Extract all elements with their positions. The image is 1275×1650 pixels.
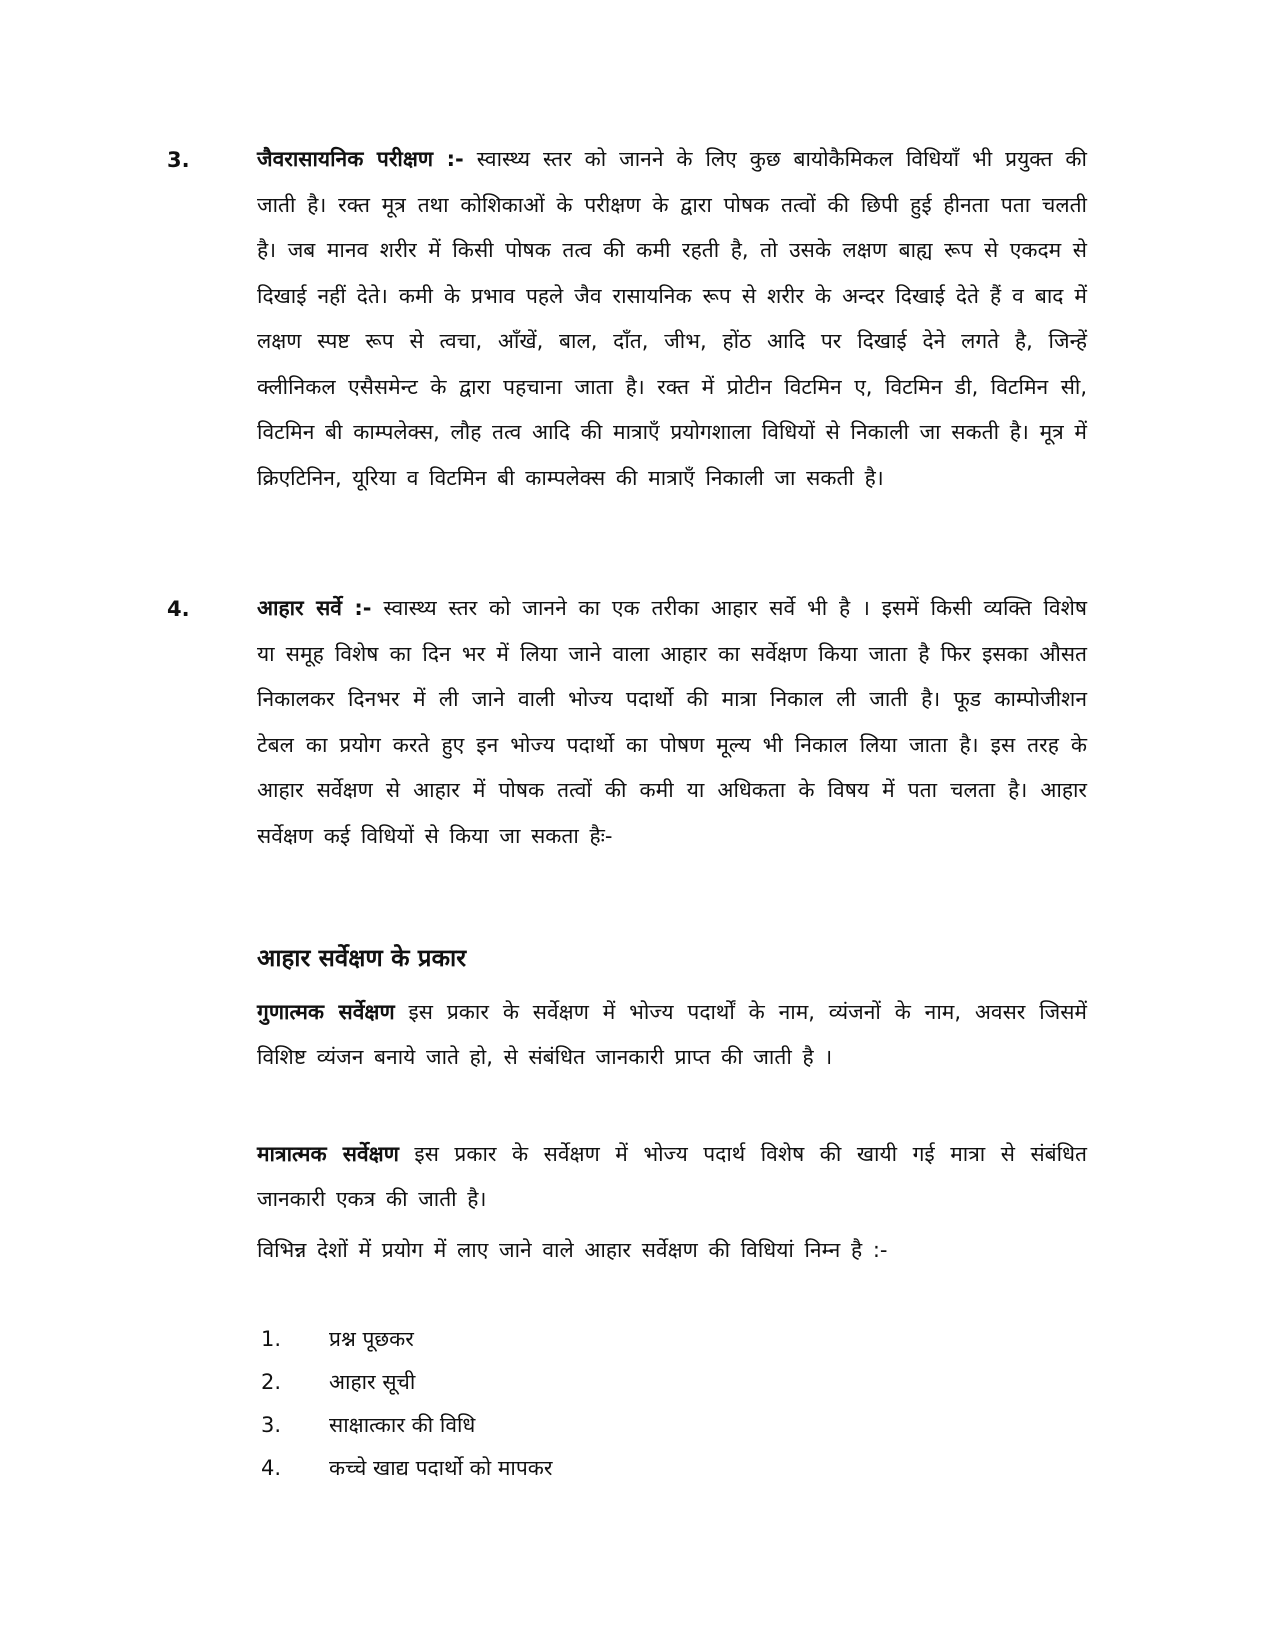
- quantitative-survey-paragraph: [257, 1132, 1087, 1222]
- section-number: 3.: [167, 148, 190, 172]
- section-body: स्वास्थ्य स्तर को जानने के लिए कुछ बायोकैमिकल विधियाँ भी प्रयुक्त की जाती है। रक्त मूत्र तथा कोशिकाओं के परीक्षण के द्वारा पोषक तत्वों की छिपी हुई हीनता पता चलती है। जब मानव शरीर में किसी पोषक तत्व की कमी रहती है, तो उसके लक्षण बाह्य रूप से एकदम से दिखाई नहीं देते। कमी के प्रभाव पहले जैव रासायनिक रूप से शरीर के अन्दर दिखाई देते हैं व बाद में लक्षण स्पष्ट रूप से त्वचा, आँखें, बाल, दाँत, जीभ, होंठ आदि पर दिखाई देने लगते है, जिन्हें क्लीनिकल एसैसमेन्ट के द्वारा पहचाना जाता है। रक्त में प्रोटीन विटमिन ए, विटमिन डी, विटमिन सी, विटमिन बी काम्पलेक्स, लौह तत्व आदि की मात्राएँ प्रयोगशाला विधियों से निकाली जा सकती है। मूत्र में क्रिएटिनिन, यूरिया व विटमिन बी काम्पलेक्स की मात्राएँ निकाली जा सकती है।: [257, 147, 1087, 490]
- qualitative-survey-text: इस प्रकार के सर्वेक्षण में भोज्य पदार्थों के नाम, व्यंजनों के नाम, अवसर जिसमें विशिष्ट व्यंजन बनाये जाते हो, से संबंधित जानकारी प्राप्त की जाती है ।: [257, 1000, 1087, 1069]
- list-item-label: प्रश्न पूछकर: [329, 1327, 414, 1351]
- section-paragraph: [257, 137, 1087, 501]
- methods-intro: विभिन्न देशों में प्रयोग में लाए जाने वाले आहार सर्वेक्षण की विधियां निम्न है :-: [257, 1238, 888, 1262]
- list-item: [257, 1404, 957, 1447]
- list-item-label: साक्षात्कार की विधि: [329, 1413, 476, 1437]
- list-item-label: कच्चे खाद्य पदार्थो को मापकर: [329, 1456, 553, 1480]
- section-body: स्वास्थ्य स्तर को जानने का एक तरीका आहार सर्वे भी है । इसमें किसी व्यक्ति विशेष या समूह विशेष का दिन भर में लिया जाने वाला आहार का सर्वेक्षण किया जाता है फिर इसका औसत निकालकर दिनभर में ली जाने वाली भोज्य पदार्थो की मात्रा निकाल ली जाती है। फूड काम्पोजीशन टेबल का प्रयोग करते हुए इन भोज्य पदार्थो का पोषण मूल्य भी निकाल लिया जाता है। इस तरह के आहार सर्वेक्षण से आहार में पोषक तत्वों की कमी या अधिकता के विषय में पता चलता है। आहार सर्वेक्षण कई विधियों से किया जा सकता हैः-: [257, 596, 1087, 848]
- qualitative-survey-paragraph: [257, 990, 1087, 1080]
- section-title: जैवरासायनिक परीक्षण :-: [257, 147, 464, 171]
- list-item-number: 4.: [261, 1456, 282, 1480]
- section-title: आहार सर्वे :-: [257, 596, 372, 620]
- list-item-number: 3.: [261, 1413, 282, 1437]
- list-item: [257, 1318, 957, 1361]
- list-item: [257, 1361, 957, 1404]
- qualitative-survey-term: गुणात्मक सर्वेक्षण: [257, 1000, 395, 1024]
- survey-types-heading: आहार सर्वेक्षण के प्रकार: [257, 944, 467, 972]
- list-item-label: आहार सूची: [329, 1370, 416, 1394]
- quantitative-survey-term: मात्रात्मक सर्वेक्षण: [257, 1142, 399, 1166]
- list-item-number: 2.: [261, 1370, 282, 1394]
- list-item: [257, 1447, 957, 1490]
- methods-list: [257, 1318, 957, 1490]
- section-4: [167, 586, 1087, 859]
- section-paragraph: [257, 586, 1087, 859]
- quantitative-survey-text: इस प्रकार के सर्वेक्षण में भोज्य पदार्थ विशेष की खायी गई मात्रा से संबंधित जानकारी एकत्र की जाती है।: [257, 1142, 1087, 1211]
- section-number: 4.: [167, 597, 190, 621]
- section-3: [167, 137, 1087, 501]
- list-item-number: 1.: [261, 1327, 282, 1351]
